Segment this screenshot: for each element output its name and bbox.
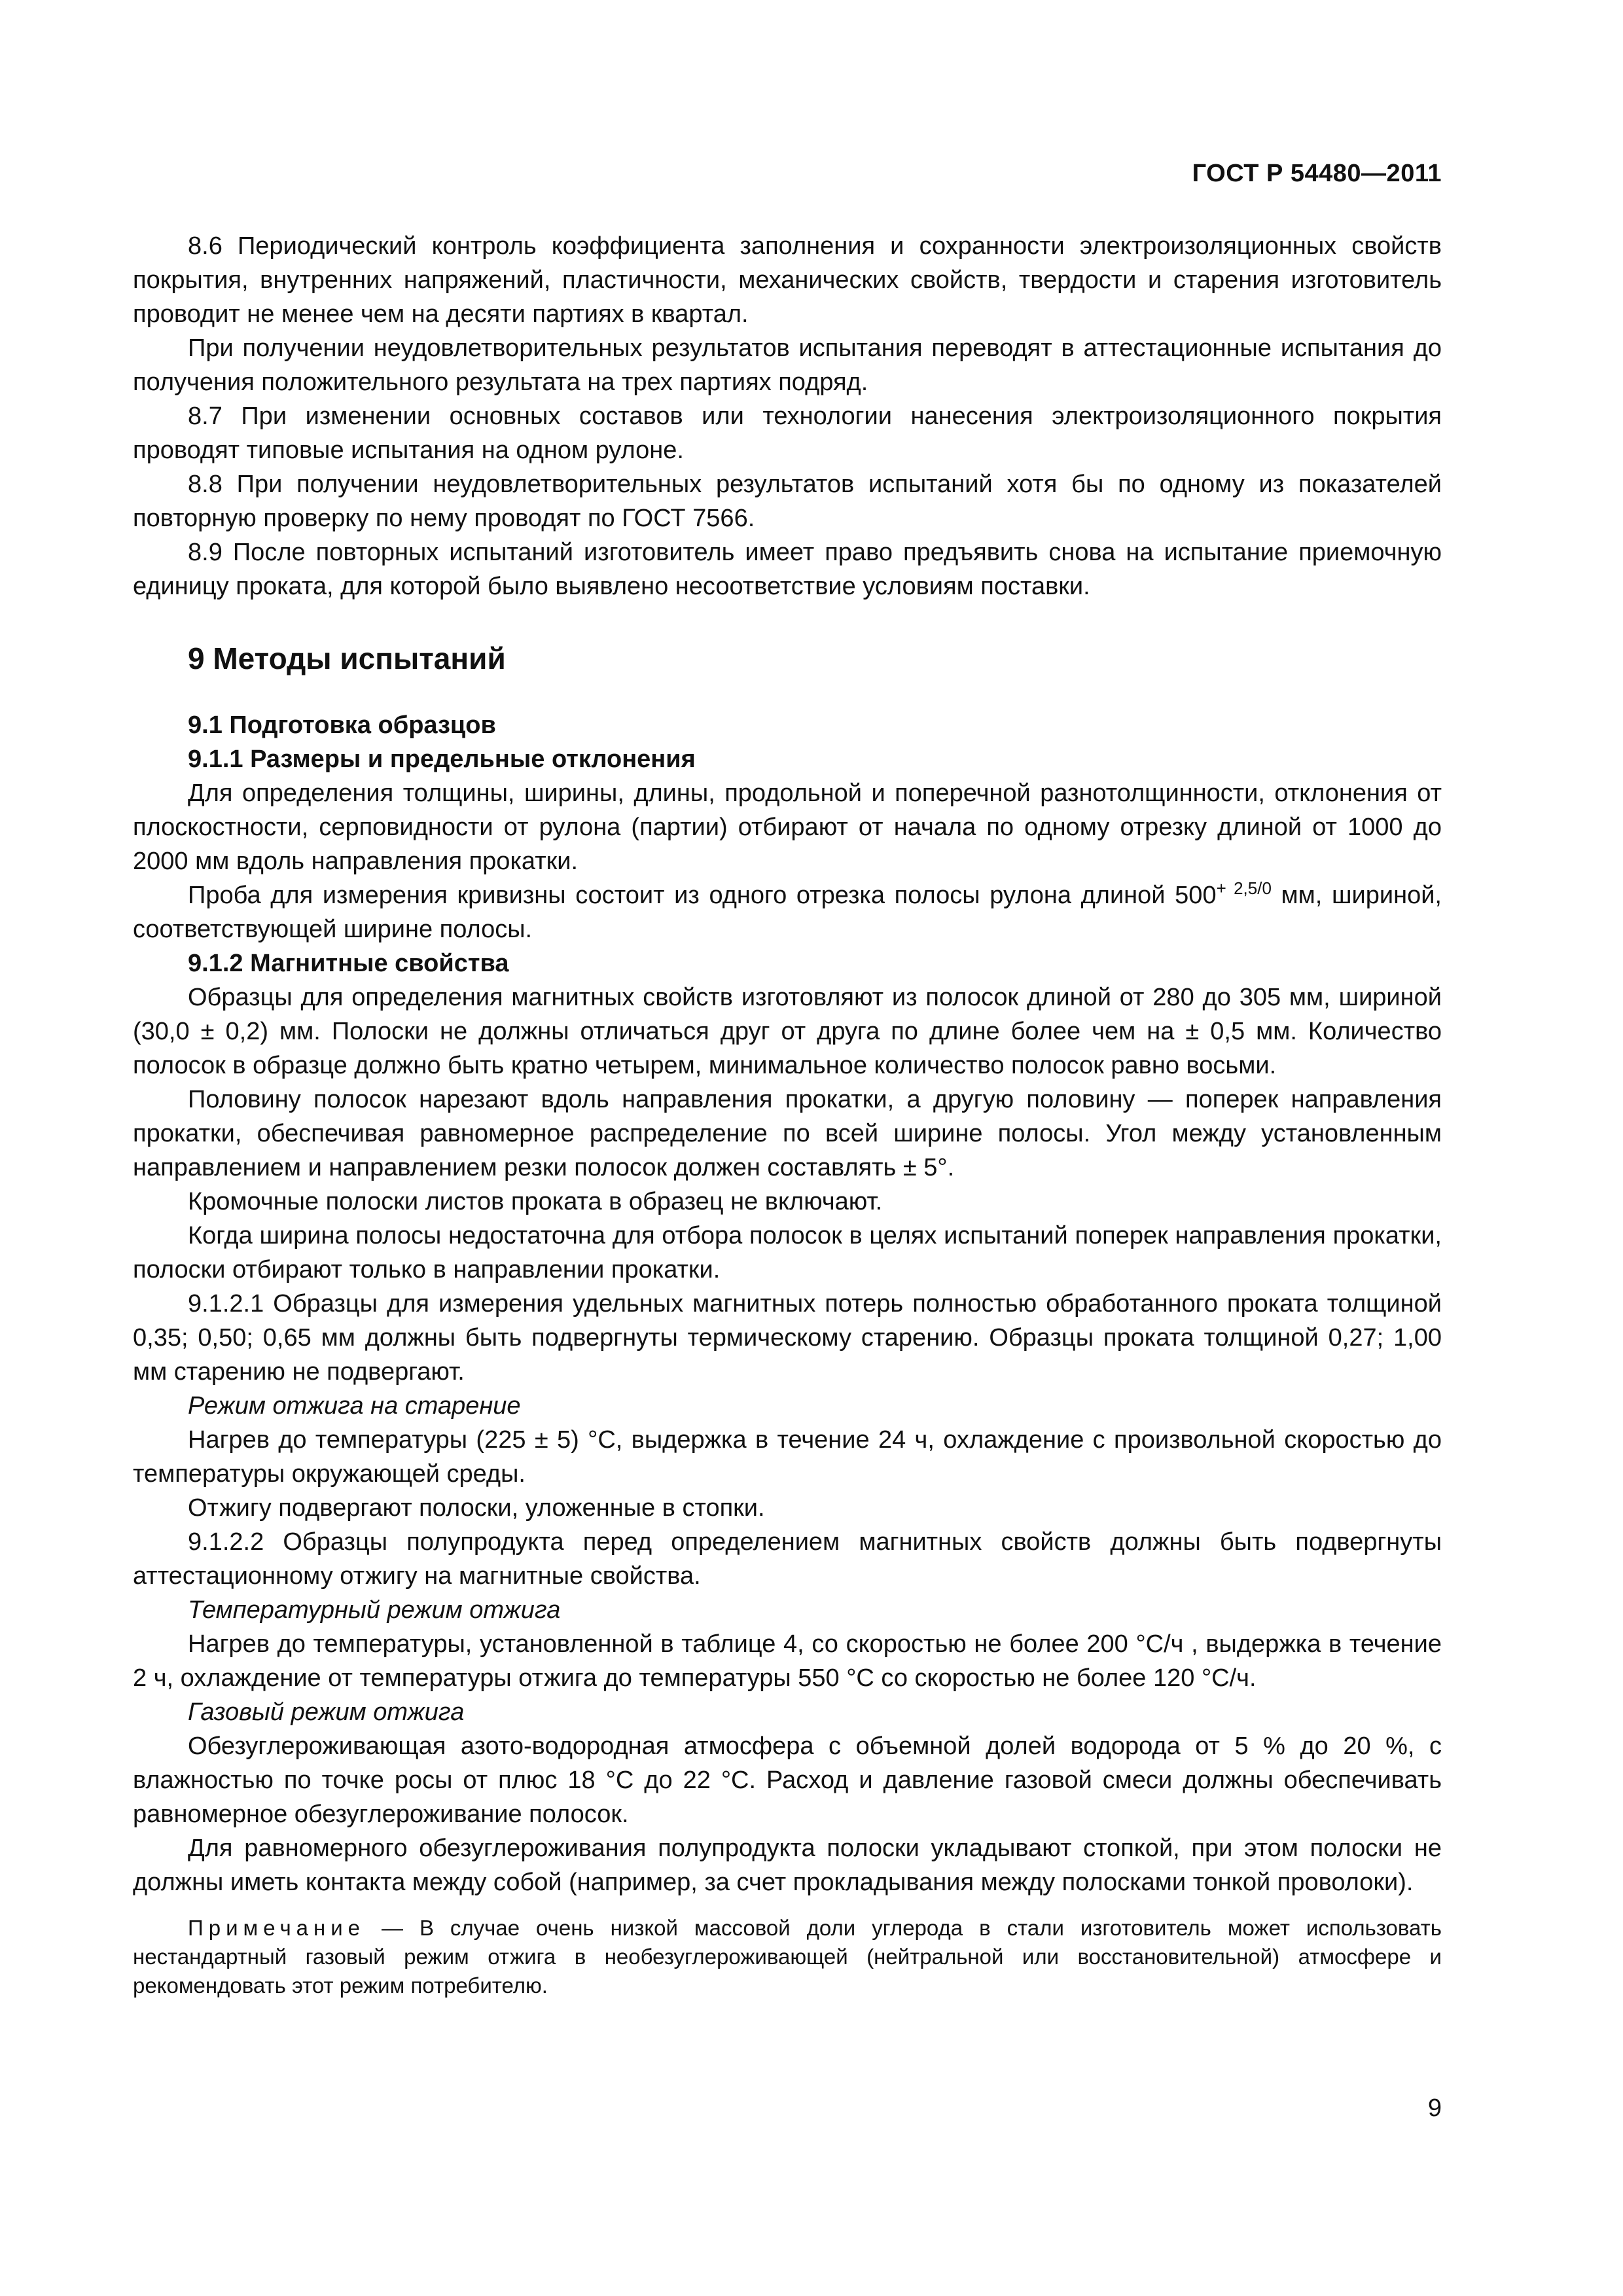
note	[133, 1914, 1442, 2000]
page-number: 9	[1427, 2094, 1442, 2122]
paragraph-9-1-2-c: Кромочные полоски листов проката в образец не включают.	[188, 1188, 883, 1215]
paragraph-9-1-2-2: 9.1.2.2 Образцы полупродукта перед определением магнитных свойств должны быть подвергнуты аттестационному отжигу на магнитные свойства.	[133, 1528, 1442, 1590]
paragraph-8-8: 8.8 При получении неудовлетворительных результатов испытаний хотя бы по одному из показателей повторную проверку по нему проводят по ГОСТ 7566.	[133, 471, 1442, 532]
temperature-mode-heading: Температурный режим отжига	[188, 1596, 561, 1624]
paragraph-gas-atmosphere: Обезуглероживающая азото-водородная атмосфера с объемной долей водорода от 5 % до 20 %, с влажностью по точке росы от плюс 18 °С до 22 °С. Расход и давление газовой смеси должны обеспечивать равномерное обезуглероживание полосок.	[133, 1732, 1442, 1828]
tolerance-superscript: + 2,5/0	[1216, 878, 1272, 898]
curvature-text-post: мм, шириной, соответствующей ширине полосы.	[133, 882, 1442, 943]
document-body	[133, 229, 1442, 2000]
paragraph-9-1-1-b	[133, 878, 1442, 946]
subsection-9-1-1-heading: 9.1.1 Размеры и предельные отклонения	[188, 745, 696, 773]
paragraph-aging-heat: Нагрев до температуры (225 ± 5) °С, выдержка в течение 24 ч, охлаждение с произвольной скоростью до температуры окружающей среды.	[133, 1426, 1442, 1488]
paragraph-8-9: 8.9 После повторных испытаний изготовитель имеет право предъявить снова на испытание приемочную единицу проката, для которой было выявлено несоответствие условиям поставки.	[133, 539, 1442, 600]
subsection-9-1-heading: 9.1 Подготовка образцов	[188, 711, 496, 739]
note-text: — В случае очень низкой массовой доли углерода в стали изготовитель может использовать нестандартный газовый режим отжига в необезуглероживающей (нейтральной или восстановительной) атмосфере и рекомендовать этот режим потребителю.	[133, 1916, 1442, 1998]
subsection-9-1-2-heading: 9.1.2 Магнитные свойства	[188, 950, 509, 977]
note-label: Примечание	[188, 1916, 366, 1940]
paragraph-9-1-2-b: Половину полосок нарезают вдоль направления прокатки, а другую половину — поперек направления прокатки, обеспечивая равномерное распределение по всей ширине полосы. Угол между установленным направлением и направлением резки полосок должен составлять ± 5°.	[133, 1086, 1442, 1181]
paragraph-9-1-2-1: 9.1.2.1 Образцы для измерения удельных магнитных потерь полностью обработанного проката толщиной 0,35; 0,50; 0,65 мм должны быть подвергнуты термическому старению. Образцы проката толщиной 0,27; 1,00 мм старению не подвергают.	[133, 1290, 1442, 1386]
paragraph-9-1-1-a: Для определения толщины, ширины, длины, продольной и поперечной разнотолщинности, отклонения от плоскостности, серповидности от рулона (партии) отбирают от начала по одному отрезку длиной от 1000 до 2000 мм вдоль направления прокатки.	[133, 780, 1442, 875]
gas-mode-heading: Газовый режим отжига	[188, 1698, 465, 1726]
curvature-text-pre: Проба для измерения кривизны состоит из одного отрезка полосы рулона длиной 500	[188, 882, 1217, 909]
paragraph-8-7: 8.7 При изменении основных составов или технологии нанесения электроизоляционного покрытия проводят типовые испытания на одном рулоне.	[133, 403, 1442, 464]
document-code: ГОСТ Р 54480—2011	[1192, 160, 1442, 187]
paragraph-gas-stacking: Для равномерного обезуглероживания полупродукта полоски укладывают стопкой, при этом полоски не должны иметь контакта между собой (например, за счет прокладывания между полосками тонкой проволоки).	[133, 1835, 1442, 1896]
paragraph-9-1-2-a: Образцы для определения магнитных свойств изготовляют из полосок длиной от 280 до 305 мм, шириной (30,0 ± 0,2) мм. Полоски не должны отличаться друг от друга по длине более чем на ± 0,5 мм. Количество полосок в образце должно быть кратно четырем, минимальное количество полосок равно восьми.	[133, 984, 1442, 1079]
paragraph-8-6-cont: При получении неудовлетворительных результатов испытания переводят в аттестационные испытания до получения положительного результата на трех партиях подряд.	[133, 334, 1442, 396]
paragraph-aging-stack: Отжигу подвергают полоски, уложенные в стопки.	[188, 1494, 765, 1522]
paragraph-8-6: 8.6 Периодический контроль коэффициента заполнения и сохранности электроизоляционных свойств покрытия, внутренних напряжений, пластичности, механических свойств, твердости и старения изготовитель проводит не менее чем на десяти партиях в квартал.	[133, 232, 1442, 328]
paragraph-temperature-mode: Нагрев до температуры, установленной в таблице 4, со скоростью не более 200 °С/ч , выдержка в течение 2 ч, охлаждение от температуры отжига до температуры 550 °С со скоростью не более 120 °С/ч.	[133, 1630, 1442, 1692]
aging-mode-heading: Режим отжига на старение	[188, 1392, 521, 1420]
paragraph-9-1-2-d: Когда ширина полосы недостаточна для отбора полосок в целях испытаний поперек направления прокатки, полоски отбирают только в направлении прокатки.	[133, 1222, 1442, 1283]
section-9-heading: 9 Методы испытаний	[188, 641, 506, 675]
